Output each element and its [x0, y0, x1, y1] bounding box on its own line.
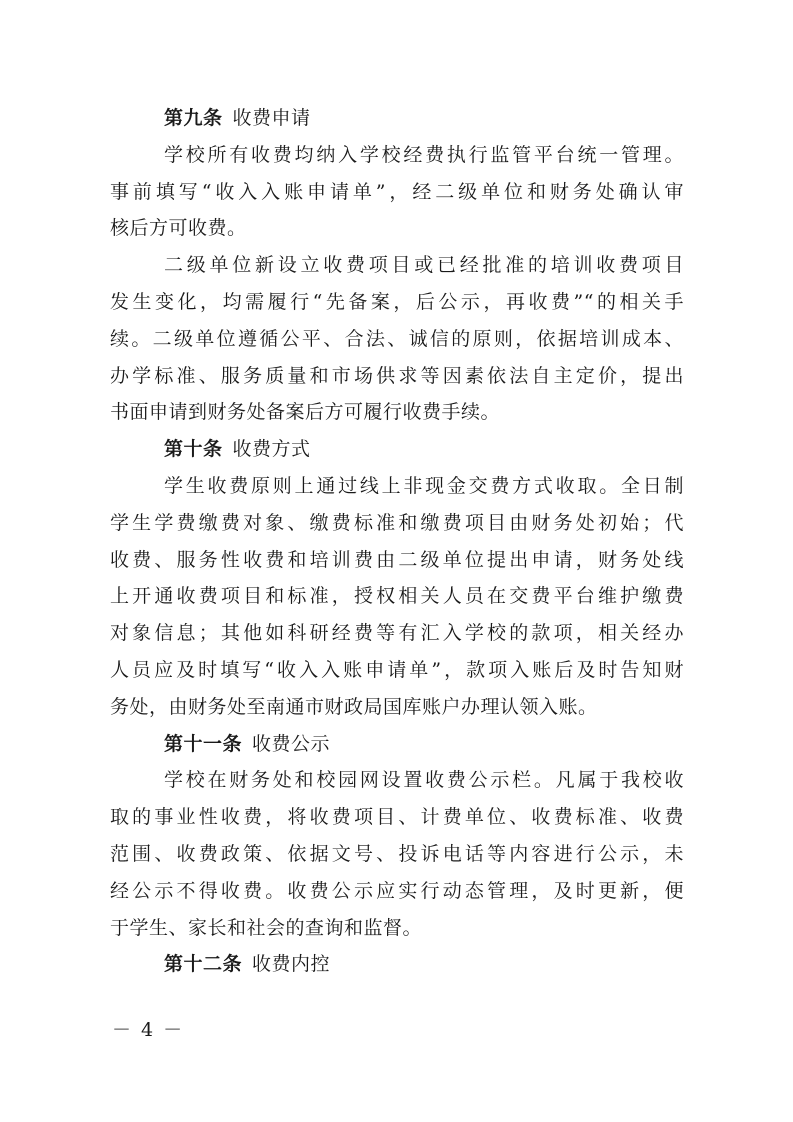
paragraph-line: 办学标准、服务质量和市场供求等因素依法自主定价，提出: [110, 364, 684, 387]
article-11-title: 收费公示: [252, 732, 331, 755]
paragraph-line: 学生收费原则上通过线上非现金交费方式收取。全日制: [164, 474, 684, 497]
paragraph-line: 上开通收费项目和标准，授权相关人员在交费平台维护缴费: [110, 585, 684, 608]
article-9-label: 第九条: [164, 107, 223, 129]
paragraph-line: 书面申请到财务处备案后方可履行收费手续。: [110, 401, 501, 424]
paragraph-line: 务处，由财务处至南通市财政局国库账户办理认领入账。: [110, 695, 598, 718]
article-10-title: 收费方式: [232, 438, 311, 461]
article-12-heading: [110, 946, 684, 983]
article-10-heading: [110, 431, 684, 468]
paragraph-line: 对象信息；其他如科研经费等有汇入学校的款项，相关经办: [110, 622, 684, 645]
article-9-heading: [110, 100, 684, 137]
article-10-label: 第十条: [164, 438, 223, 461]
paragraph-line: 经公示不得收费。收费公示应实行动态管理，及时更新，便: [110, 879, 684, 902]
document-body: [110, 100, 684, 983]
article-12-title: 收费内控: [252, 953, 331, 976]
article-9-title: 收费申请: [232, 107, 311, 129]
article-11-heading: [110, 726, 684, 763]
paragraph-line: 续。二级单位遵循公平、合法、诚信的原则，依据培训成本、: [110, 327, 684, 350]
paragraph-line: 二级单位新设立收费项目或已经批准的培训收费项目: [164, 254, 684, 277]
paragraph-line: 事前填写“收入入账申请单”，经二级单位和财务处确认审: [110, 180, 684, 203]
paragraph-line: 于学生、家长和社会的查询和监督。: [110, 916, 423, 939]
paragraph-line: 范围、收费政策、依据文号、投诉电话等内容进行公示，未: [110, 842, 684, 865]
paragraph-line: 收费、服务性收费和培训费由二级单位提出申请，财务处线: [110, 548, 684, 571]
paragraph-line: 学生学费缴费对象、缴费标准和缴费项目由财务处初始；代: [110, 511, 684, 534]
paragraph-line: 发生变化，均需履行“先备案，后公示，再收费”“的相关手: [110, 290, 684, 313]
page-number: － 4 －: [112, 1019, 185, 1041]
paragraph-line: 取的事业性收费，将收费项目、计费单位、收费标准、收费: [110, 806, 684, 829]
paragraph-line: 核后方可收费。: [110, 217, 247, 240]
paragraph-line: 人员应及时填写“收入入账申请单”，款项入账后及时告知财: [110, 658, 684, 681]
article-12-label: 第十二条: [164, 953, 243, 976]
article-11-label: 第十一条: [164, 732, 243, 755]
paragraph-line: 学校所有收费均纳入学校经费执行监管平台统一管理。: [164, 143, 684, 166]
paragraph-line: 学校在财务处和校园网设置收费公示栏。凡属于我校收: [164, 769, 684, 792]
